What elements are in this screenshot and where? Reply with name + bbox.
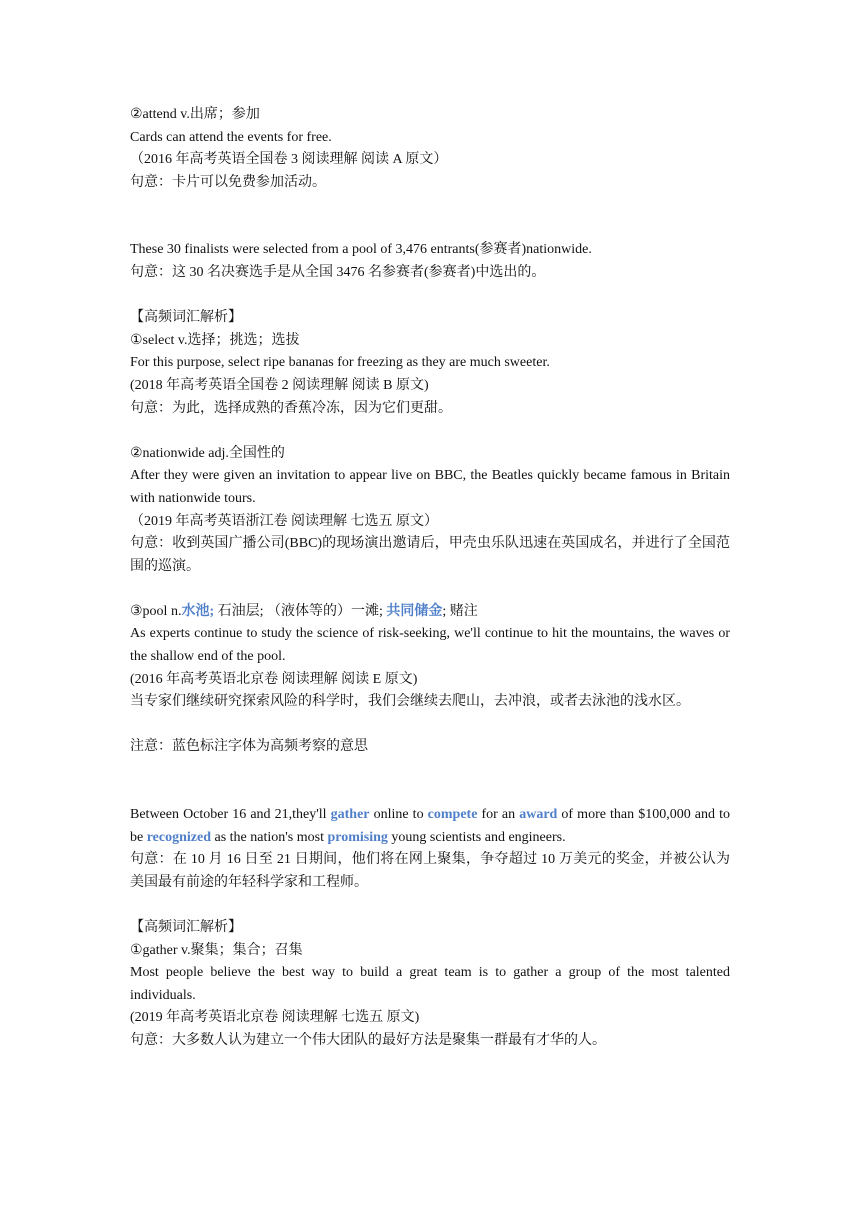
entry-nationwide-meaning: 句意：收到英国广播公司(BBC)的现场演出邀请后，甲壳虫乐队迅速在英国成名，并进行了全国范围的巡演。 bbox=[130, 536, 730, 574]
sentence-text: for an bbox=[477, 807, 520, 823]
keyword-recognized: recognized bbox=[146, 829, 211, 845]
entry-gather-source: (2019 年高考英语北京卷 阅读理解 七选五 原文) bbox=[130, 1010, 420, 1026]
document-page bbox=[130, 104, 730, 1053]
entry-nationwide-head: ②nationwide adj.全国性的 bbox=[130, 445, 285, 461]
entry-attend-example: Cards can attend the events for free. bbox=[130, 129, 332, 145]
highlight-sense-shared-fund: 共同储金 bbox=[386, 603, 443, 619]
sentence-finalists-meaning: 句意：这 30 名决赛选手是从全国 3476 名参赛者(参赛者)中选出的。 bbox=[130, 264, 546, 280]
sentence-gather bbox=[130, 804, 730, 849]
sentence-finalists: These 30 finalists were selected from a pool of 3,476 entrants(参赛者)nationwide. bbox=[130, 242, 592, 258]
entry-select-source: (2018 年高考英语全国卷 2 阅读理解 阅读 B 原文) bbox=[130, 377, 429, 393]
sentence-gather-meaning: 句意：在 10 月 16 日至 21 日期间，他们将在网上聚集，争夺超过 10 万美元的奖金，并被公认为美国最有前途的年轻科学家和工程师。 bbox=[130, 852, 730, 890]
entry-gather-head: ①gather v.聚集；集合；召集 bbox=[130, 942, 303, 958]
keyword-promising: promising bbox=[327, 829, 388, 845]
entry-pool-head-text: ③pool n. bbox=[130, 603, 182, 619]
highlight-sense-water-pool: 水池; bbox=[181, 603, 215, 619]
sentence-text: young scientists and engineers. bbox=[387, 829, 566, 845]
entry-select-example: For this purpose, select ripe bananas for freezing as they are much sweeter. bbox=[130, 355, 550, 371]
vocab-header: 【高频词汇解析】 bbox=[130, 920, 242, 935]
entry-select-head: ①select v.选择；挑选；选拔 bbox=[130, 332, 300, 348]
entry-attend-meaning: 句意：卡片可以免费参加活动。 bbox=[130, 174, 326, 190]
keyword-award: award bbox=[519, 807, 558, 823]
entry-gather-meaning: 句意：大多数人认为建立一个伟大团队的最好方法是聚集一群最有才华的人。 bbox=[130, 1032, 606, 1048]
entry-pool-meaning: 当专家们继续研究探索风险的科学时，我们会继续去爬山，去冲浪，或者去泳池的浅水区。 bbox=[130, 694, 690, 710]
sentence-text: online to bbox=[369, 807, 428, 823]
note: 注意：蓝色标注字体为高频考察的意思 bbox=[130, 739, 368, 755]
entry-pool-example: As experts continue to study the science of risk-seeking, we'll continue to hit the mountains, the waves or the shallow end of the pool. bbox=[130, 626, 730, 665]
vocab-header: 【高频词汇解析】 bbox=[130, 310, 242, 326]
entry-pool-head-text: 石油层; （液体等的）一滩; bbox=[214, 603, 387, 619]
entry-attend-source: （2016 年高考英语全国卷 3 阅读理解 阅读 A 原文） bbox=[130, 152, 448, 168]
entry-pool-head bbox=[130, 601, 730, 624]
entry-pool-source: (2016 年高考英语北京卷 阅读理解 阅读 E 原文) bbox=[130, 671, 418, 687]
entry-gather-example: Most people believe the best way to build a great team is to gather a group of the most talented individuals. bbox=[130, 965, 730, 1003]
sentence-text: as the nation's most bbox=[211, 829, 328, 845]
sentence-text: Between October 16 and 21,they'll bbox=[130, 807, 331, 823]
sentence-text: of more than $100,000 and to be bbox=[130, 807, 730, 845]
entry-attend-head: ②attend v.出席；参加 bbox=[130, 107, 260, 122]
entry-pool-head-text: ; 赌注 bbox=[442, 603, 478, 619]
entry-select-meaning: 句意：为此，选择成熟的香蕉冷冻，因为它们更甜。 bbox=[130, 400, 452, 416]
entry-nationwide-example: After they were given an invitation to appear live on BBC, the Beatles quickly became famous in Britain with nationwide tours. bbox=[130, 468, 730, 506]
keyword-compete: compete bbox=[427, 807, 478, 823]
keyword-gather: gather bbox=[330, 807, 370, 823]
entry-nationwide-source: （2019 年高考英语浙江卷 阅读理解 七选五 原文） bbox=[130, 513, 438, 529]
